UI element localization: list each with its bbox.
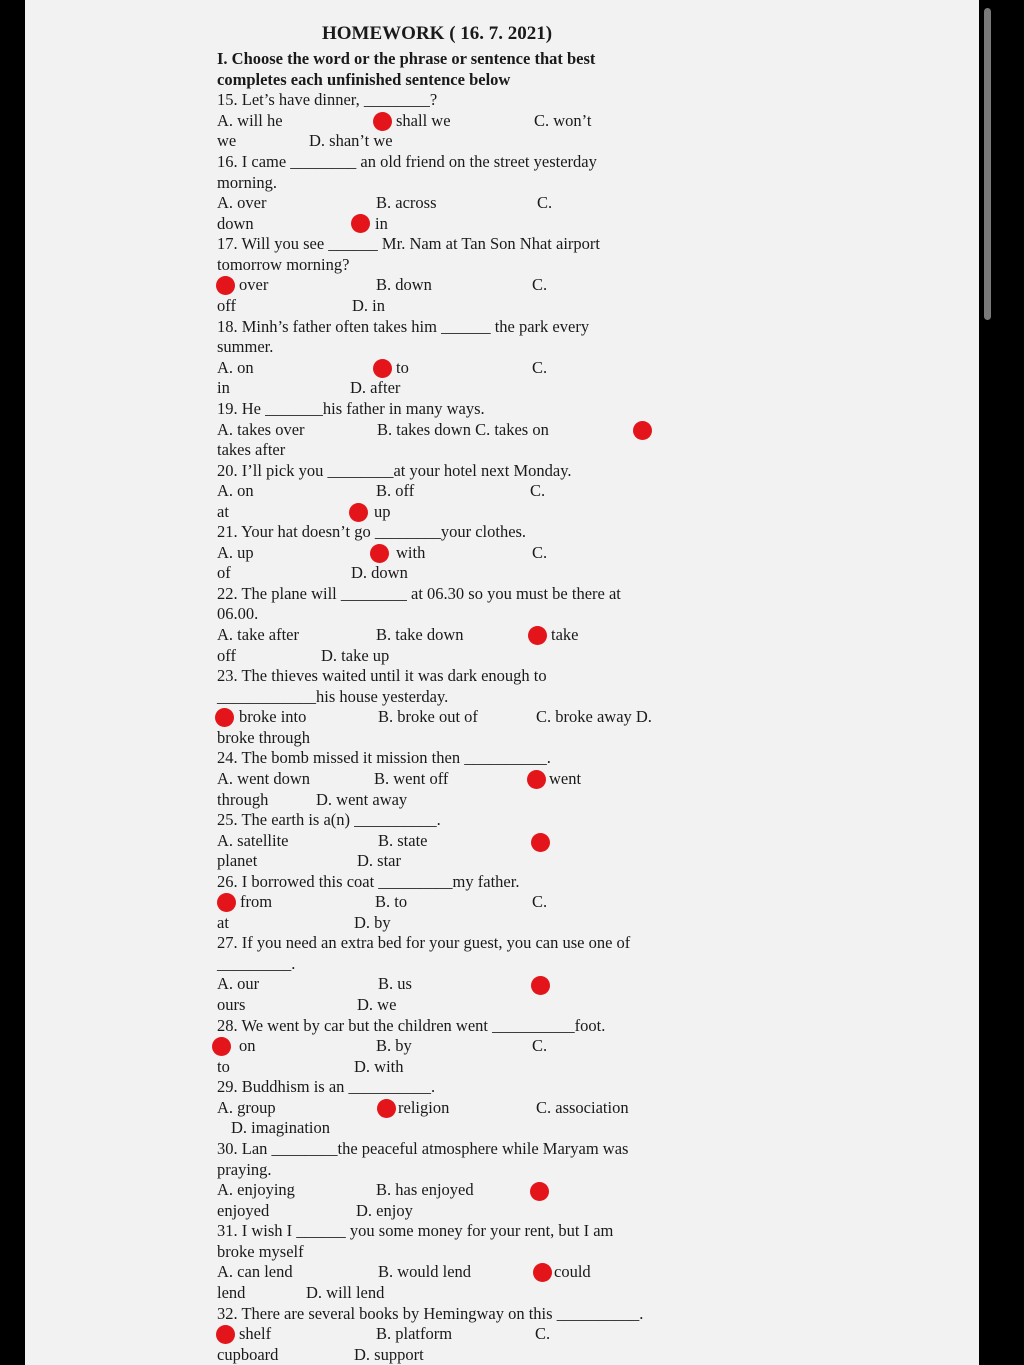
q17-option-a: over (239, 275, 269, 294)
q18-option-a: A. on (217, 358, 254, 377)
q15-option-d: D. shan’t we (309, 131, 393, 150)
q24-option-c-wrap: through (217, 790, 269, 809)
q18-option-d: D. after (350, 378, 401, 397)
q27-option-b: B. us (378, 974, 412, 993)
page-title: HOMEWORK ( 16. 7. 2021) (322, 23, 553, 44)
q16-option-c-wrap: down (217, 214, 254, 233)
q22-option-a: A. take after (217, 625, 299, 644)
q28-option-a: on (239, 1036, 256, 1055)
question-25: 25. The earth is a(n) __________. (217, 810, 441, 829)
q28-option-d: D. with (354, 1057, 404, 1076)
q21-option-b: with (396, 543, 426, 562)
q26-option-d: D. by (354, 913, 391, 932)
q25-option-b: B. state (378, 831, 428, 850)
q15-option-a: A. will he (217, 111, 283, 130)
q19-option-d: takes after (217, 440, 286, 459)
question-32: 32. There are several books by Hemingway on this __________. (217, 1304, 644, 1323)
q23-option-c: C. broke away D. (536, 707, 652, 726)
question-16: 16. I came ________ an old friend on the street yesterday (217, 152, 597, 171)
q25-option-a: A. satellite (217, 831, 289, 850)
q28-option-c: C. (532, 1036, 548, 1055)
scrollbar-thumb[interactable] (984, 8, 991, 320)
question-15: 15. Let’s have dinner, ________? (217, 90, 438, 109)
question-24: 24. The bomb missed it mission then __________. (217, 748, 551, 767)
answer-mark-q29 (377, 1099, 396, 1118)
q17-option-b: B. down (376, 275, 432, 294)
question-29: 29. Buddhism is an __________. (217, 1077, 436, 1096)
answer-mark-q22 (528, 626, 547, 645)
q21-option-c-wrap: of (217, 563, 231, 582)
answer-mark-q30 (530, 1182, 549, 1201)
q30-option-c: enjoyed (217, 1201, 270, 1220)
question-26: 26. I borrowed this coat _________my father. (217, 872, 520, 891)
q15-option-c: C. won’t (534, 111, 592, 130)
q20-option-b: B. off (376, 481, 415, 500)
q20-option-c: C. (530, 481, 546, 500)
answer-mark-q32 (216, 1325, 235, 1344)
question-18: 18. Minh’s father often takes him ______ the park every (217, 317, 590, 336)
section-heading-line1: I. Choose the word or the phrase or sentence that best (217, 49, 596, 68)
answer-mark-q31 (533, 1263, 552, 1282)
q28-option-b: B. by (376, 1036, 412, 1055)
q30-option-b: B. has enjoyed (376, 1180, 474, 1199)
q22-option-c-wrap: off (217, 646, 236, 665)
answer-mark-q15 (373, 112, 392, 131)
question-30: 30. Lan ________the peaceful atmosphere while Maryam was (217, 1139, 629, 1158)
q29-option-a: A. group (217, 1098, 276, 1117)
q23-option-b: B. broke out of (378, 707, 478, 726)
q31-option-b: B. would lend (378, 1262, 472, 1281)
question-18-cont: summer. (217, 337, 274, 356)
answer-mark-q18 (373, 359, 392, 378)
q25-option-c: planet (217, 851, 258, 870)
answer-mark-q21 (370, 544, 389, 563)
q26-option-a: from (240, 892, 273, 911)
q24-option-b: B. went off (374, 769, 449, 788)
q31-option-c: could (554, 1262, 591, 1281)
q18-option-c: C. (532, 358, 548, 377)
question-31-cont: broke myself (217, 1242, 304, 1261)
q32-option-c: C. (535, 1324, 551, 1343)
q21-option-c: C. (532, 543, 548, 562)
answer-mark-q16 (351, 214, 370, 233)
q23-option-a: broke into (239, 707, 307, 726)
q29-option-b: religion (398, 1098, 450, 1117)
q27-option-c: ours (217, 995, 246, 1014)
q17-option-c-wrap: off (217, 296, 236, 315)
q23-option-d: broke through (217, 728, 311, 747)
question-20: 20. I’ll pick you ________at your hotel next Monday. (217, 461, 572, 480)
question-27: 27. If you need an extra bed for your guest, you can use one of (217, 933, 631, 952)
q30-option-a: A. enjoying (217, 1180, 295, 1199)
question-23: 23. The thieves waited until it was dark enough to (217, 666, 547, 685)
question-23-cont: ____________his house yesterday. (217, 687, 449, 706)
q22-option-d: D. take up (321, 646, 390, 665)
question-27-cont: _________. (217, 954, 296, 973)
q26-option-c: C. (532, 892, 548, 911)
q26-option-c-wrap: at (217, 913, 229, 932)
q22-option-c: take (551, 625, 579, 644)
q22-option-b: B. take down (376, 625, 464, 644)
q19-option-a: A. takes over (217, 420, 305, 439)
answer-mark-q20 (349, 503, 368, 522)
answer-mark-q17 (216, 276, 235, 295)
q15-option-b: shall we (396, 111, 451, 130)
q27-option-a: A. our (217, 974, 260, 993)
answer-mark-q24 (527, 770, 546, 789)
q31-option-a: A. can lend (217, 1262, 293, 1281)
q31-option-c-wrap: lend (217, 1283, 246, 1302)
answer-mark-q25 (531, 833, 550, 852)
q26-option-b: B. to (375, 892, 408, 911)
q18-option-c-wrap: in (217, 378, 230, 397)
q16-option-a: A. over (217, 193, 267, 212)
q16-option-d: in (375, 214, 388, 233)
q32-option-a: shelf (239, 1324, 272, 1343)
q20-option-c-wrap: at (217, 502, 229, 521)
q18-option-b: to (396, 358, 409, 377)
answer-mark-q26 (217, 893, 236, 912)
question-22-cont: 06.00. (217, 604, 259, 623)
question-16-cont: morning. (217, 173, 278, 192)
q17-option-d: D. in (352, 296, 385, 315)
q27-option-d: D. we (357, 995, 397, 1014)
q20-option-a: A. on (217, 481, 254, 500)
q32-option-c-wrap: cupboard (217, 1345, 279, 1364)
q29-option-d: D. imagination (231, 1118, 330, 1137)
q16-option-c: C. (537, 193, 553, 212)
q28-option-c-wrap: to (217, 1057, 230, 1076)
q24-option-a: A. went down (217, 769, 311, 788)
q16-option-b: B. across (376, 193, 437, 212)
q20-option-d: up (374, 502, 391, 521)
answer-mark-q19 (633, 421, 652, 440)
question-19: 19. He _______his father in many ways. (217, 399, 485, 418)
q32-option-d: D. support (354, 1345, 424, 1364)
question-21: 21. Your hat doesn’t go ________your clothes. (217, 522, 527, 541)
answer-mark-q23 (215, 708, 234, 727)
q25-option-d: D. star (357, 851, 401, 870)
section-heading-line2: completes each unfinished sentence below (217, 70, 511, 89)
question-17-cont: tomorrow morning? (217, 255, 350, 274)
question-22: 22. The plane will ________ at 06.30 so you must be there at (217, 584, 621, 603)
q21-option-a: A. up (217, 543, 254, 562)
answer-mark-q27 (531, 976, 550, 995)
q19-options-b-c: B. takes down C. takes on (377, 420, 549, 439)
question-30-cont: praying. (217, 1160, 272, 1179)
q32-option-b: B. platform (376, 1324, 453, 1343)
q24-option-c: went (549, 769, 582, 788)
q30-option-d: D. enjoy (356, 1201, 413, 1220)
q31-option-d: D. will lend (306, 1283, 385, 1302)
answer-mark-q28 (212, 1037, 231, 1056)
q24-option-d: D. went away (316, 790, 408, 809)
q17-option-c: C. (532, 275, 548, 294)
q21-option-d: D. down (351, 563, 408, 582)
question-28: 28. We went by car but the children went __________foot. (217, 1016, 606, 1035)
q29-option-c: C. association (536, 1098, 629, 1117)
question-17: 17. Will you see ______ Mr. Nam at Tan Son Nhat airport (217, 234, 600, 253)
q15-option-c-wrap: we (217, 131, 237, 150)
question-31: 31. I wish I ______ you some money for your rent, but I am (217, 1221, 614, 1240)
